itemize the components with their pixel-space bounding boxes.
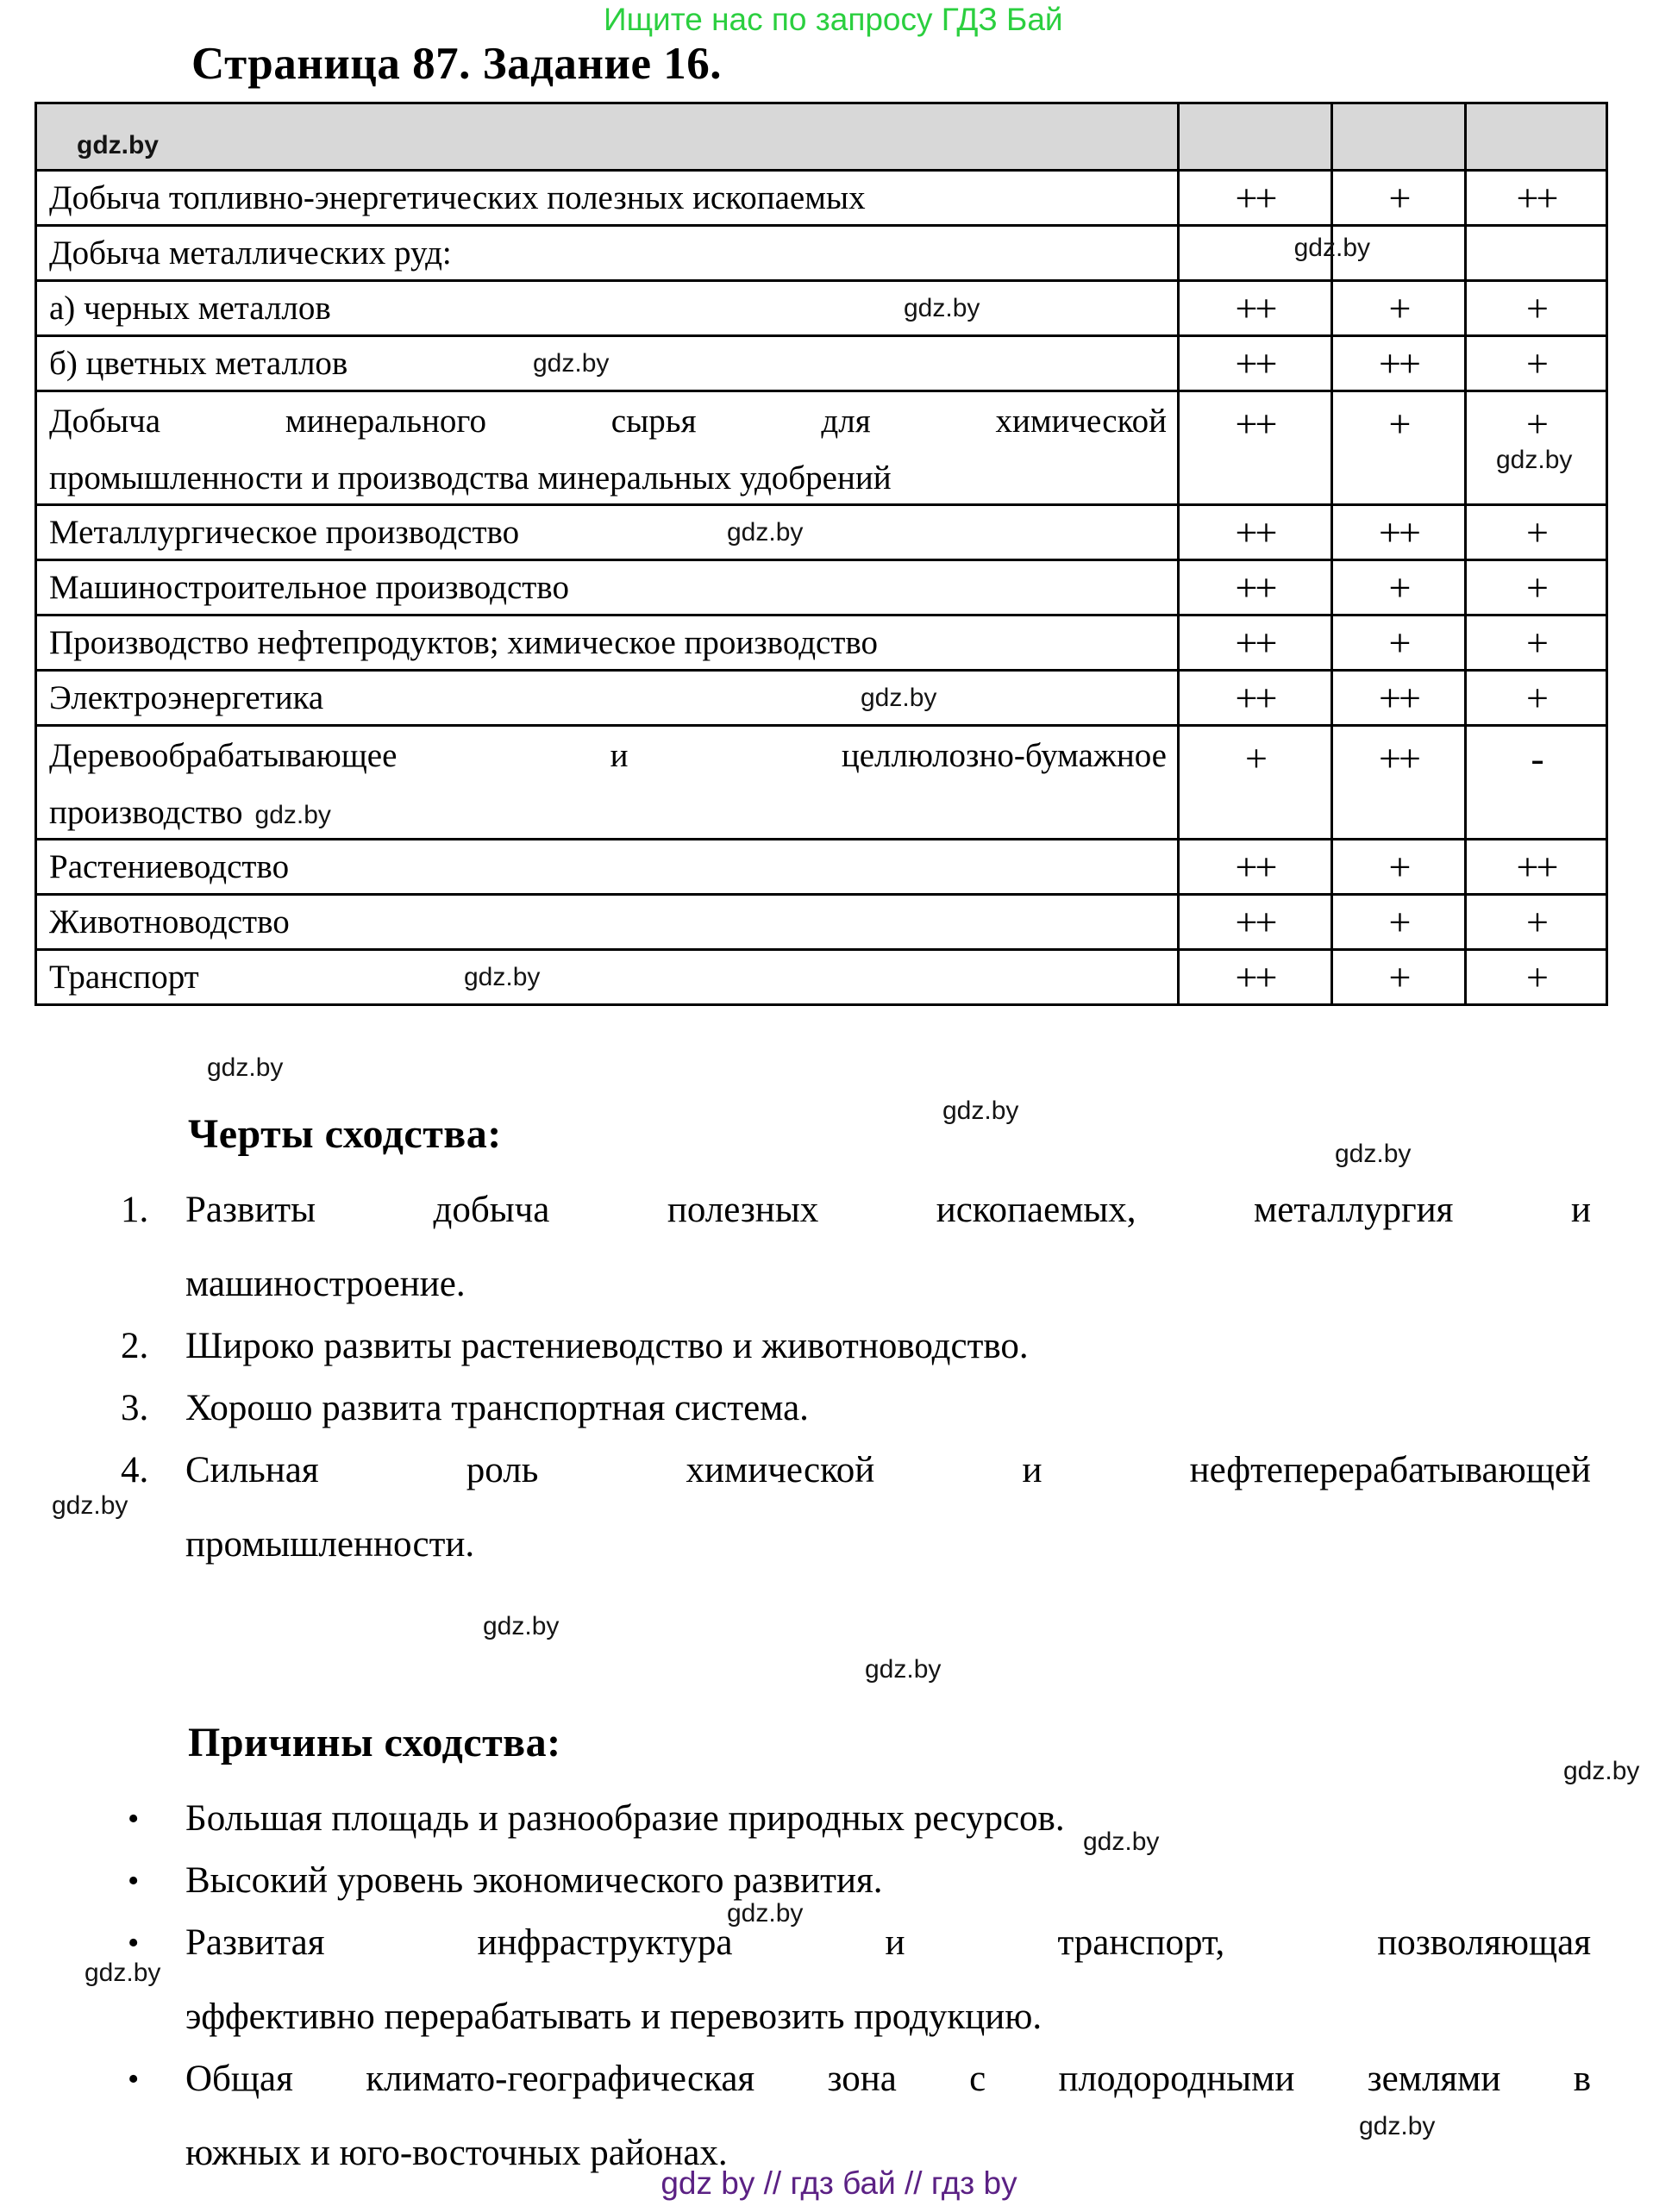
table-row [36,726,1607,840]
row-label: Металлургическое производство gdz.by [36,505,1179,560]
row-value: ++ [1332,505,1466,560]
watermark: gdz.by [464,962,541,991]
row-value: + [1332,391,1466,505]
row-value: ++ [1179,615,1332,671]
table-row [36,671,1607,726]
row-value: + [1466,671,1607,726]
header-cell-label [36,103,1179,171]
row-value: ++ [1179,840,1332,895]
table-row [36,895,1607,950]
watermark: gdz.by [207,1053,284,1082]
list-marker: 4. [121,1450,149,1490]
watermark: gdz.by [483,1612,560,1640]
row-label: Добыча топливно-энергетических полезных ископаемых [36,171,1179,226]
watermark: gdz.by [254,801,331,829]
watermark: gdz.by [1496,446,1573,474]
row-label: Деревообрабатывающее и целлюлозно-бумажное производство gdz.by [36,726,1179,840]
row-label: Электроэнергетика gdz.by [36,671,1179,726]
header-cell-1 [1179,103,1332,171]
row-value: ++ [1179,895,1332,950]
table-row [36,505,1607,560]
list-item: • Высокий уровень экономического развития. [0,1856,1678,1906]
table-row [36,336,1607,391]
list-item: • Общая климато-географическая зона с плодородными землями в южных и юго-восточных районах. [0,2054,1678,2178]
list-item: 2. Широко развиты растениеводство и животноводство. [0,1322,1678,1372]
row-value: + [1332,171,1466,226]
row-value: ++ [1332,726,1466,840]
watermark: gdz.by [865,1655,942,1684]
watermark: gdz.by [727,1899,804,1928]
watermark: gdz.by [861,683,937,712]
row-label: а) черных металлов gdz.by [36,281,1179,336]
row-value: + [1466,950,1607,1005]
list-item: • Развитая инфраструктура и транспорт, позволяющая эффективно перерабатывать и перевозить продукцию. [0,1918,1678,2042]
page-title: Страница 87. Задание 16. [191,39,722,89]
header-cell-2 [1332,103,1466,171]
row-value: + [1332,840,1466,895]
table-row [36,226,1607,281]
watermark: gdz.by [1359,2112,1436,2140]
watermark: gdz.by [1563,1757,1640,1785]
row-label: Животноводство [36,895,1179,950]
list-item: 4. Сильная роль химической и нефтеперерабатывающей промышленности. [0,1446,1678,1570]
row-label: Машиностроительное производство [36,560,1179,615]
watermark: gdz.by [52,1491,128,1520]
row-label: Добыча минерального сырья для химической промышленности и производства минеральных удобрений [36,391,1179,505]
row-label: Производство нефтепродуктов; химическое производство [36,615,1179,671]
row-value: ++ [1179,281,1332,336]
row-value: ++ [1179,391,1332,505]
row-label: Растениеводство [36,840,1179,895]
row-value: ++ [1332,336,1466,391]
watermark: gdz.by [904,293,980,322]
row-value: ++ [1179,950,1332,1005]
row-value: + gdz.by [1466,391,1607,505]
row-value: + [1332,615,1466,671]
watermark: gdz.by [1083,1828,1160,1856]
row-value: ++ [1179,171,1332,226]
row-value [1179,226,1370,281]
row-value: + [1332,895,1466,950]
watermark: gdz.by [85,1959,161,1987]
row-label: б) цветных металлов gdz.by [36,336,1179,391]
watermark: gdz.by [1293,234,1370,262]
list-marker: • [128,1925,140,1961]
table-row [36,560,1607,615]
row-value: + [1466,505,1607,560]
table-row [36,391,1607,505]
list-marker: • [128,1801,140,1837]
list-marker: • [128,2061,140,2097]
list-marker: 2. [121,1326,149,1366]
table-row [36,950,1607,1005]
row-value: ++ [1179,336,1332,391]
list-item: • Большая площадь и разнообразие природных ресурсов. [0,1794,1678,1844]
table-row [36,840,1607,895]
row-value: + [1466,895,1607,950]
list-marker: 1. [121,1190,149,1230]
table-header-row [36,103,1607,171]
header-cell-3 [1466,103,1607,171]
row-value: ++ [1466,171,1607,226]
row-value: ++ [1179,671,1332,726]
row-value: + [1332,560,1466,615]
comparison-table [34,102,1608,1006]
row-value: ++ [1179,560,1332,615]
similarities-section [0,1110,1678,1582]
reasons-heading: Причины сходства: [188,1720,561,1765]
table-row [36,171,1607,226]
watermark: gdz.by [942,1097,1019,1125]
row-label: Добыча металлических руд: [36,226,1179,281]
row-label: Транспорт gdz.by [36,950,1179,1005]
watermark: gdz.by [533,348,610,378]
list-item: 3. Хорошо развита транспортная система. [0,1384,1678,1434]
table-row [36,281,1607,336]
table-row [36,615,1607,671]
row-value [1466,226,1607,281]
watermark: gdz.by [1335,1140,1412,1168]
list-marker: • [128,1863,140,1899]
row-value: + [1466,615,1607,671]
watermark: gdz.by [77,131,159,159]
list-marker: 3. [121,1388,149,1428]
similarities-list [0,1185,1678,1570]
row-value: ++ [1332,671,1466,726]
row-value: + [1466,560,1607,615]
row-value: + [1332,281,1466,336]
row-value: + [1332,950,1466,1005]
row-value: - [1466,726,1607,840]
row-value: ++ [1179,505,1332,560]
row-value: + [1466,336,1607,391]
row-value: + [1179,726,1332,840]
row-value: ++ [1466,840,1607,895]
watermark: gdz.by [727,517,804,547]
promo-banner: Ищите нас по запросу ГДЗ Бай [604,2,1063,37]
row-value: + [1466,281,1607,336]
footer-links: gdz by // гдз бай // гдз by [661,2165,1017,2201]
similarities-heading: Черты сходства: [188,1111,502,1157]
list-item: 1. Развиты добыча полезных ископаемых, металлургия и машиностроение. [0,1185,1678,1309]
